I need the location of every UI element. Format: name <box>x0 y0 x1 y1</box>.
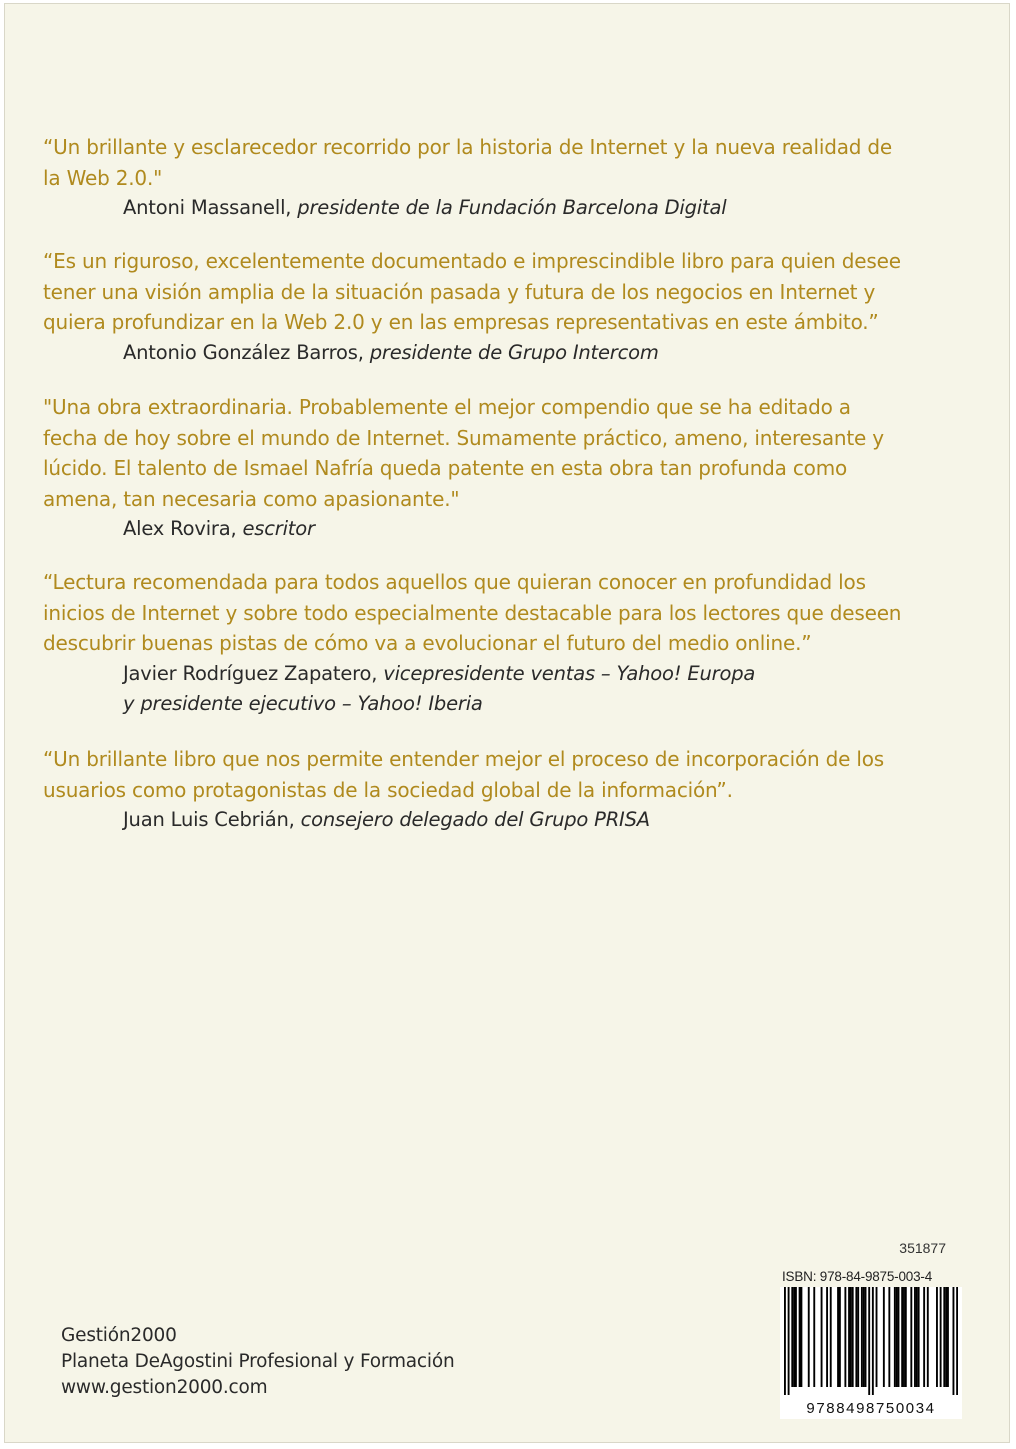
publisher-name: Planeta DeAgostini Profesional y Formación <box>61 1351 455 1372</box>
quote-attribution <box>123 193 983 223</box>
barcode-bar <box>795 1287 797 1387</box>
quote-attribution <box>123 338 983 368</box>
quote-author-role: presidente de Grupo Intercom <box>369 340 659 364</box>
barcode <box>780 1287 962 1419</box>
publisher-imprint: Gestión2000 <box>61 1325 177 1346</box>
quote-text: “Lectura recomendada para todos aquellos que quieran conocer en profundidad los inicios de Internet y sobre todo especialmente destacable para los lectores que deseen descubrir buenas pistas de cómo va a evolucionar el futuro del medio online.” <box>43 570 902 655</box>
quote-author-role-continued: y presidente ejecutivo – Yahoo! Iberia <box>123 691 483 715</box>
barcode-bar <box>844 1287 846 1387</box>
barcode-bar <box>821 1287 823 1387</box>
quote-attribution <box>123 805 983 835</box>
review-quote-2 <box>43 246 983 368</box>
barcode-bar <box>852 1287 854 1387</box>
barcode-bar <box>850 1287 852 1387</box>
barcode-bar <box>857 1287 859 1387</box>
barcode-bar <box>799 1287 801 1387</box>
barcode-bar <box>855 1287 857 1387</box>
barcode-bar <box>788 1287 790 1395</box>
barcode-bar <box>896 1287 898 1387</box>
barcode-bar <box>813 1287 815 1387</box>
barcode-bar <box>910 1287 912 1387</box>
product-code: 351877 <box>899 1240 946 1256</box>
quote-attribution <box>123 659 983 719</box>
barcode-bar <box>927 1287 929 1387</box>
quote-text: "Una obra extraordinaria. Probablemente el mejor compendio que se ha editado a fecha de hoy sobre el mundo de Internet. Sumamente práctico, ameno, interesante y lúcido. El talento de Ismael Nafría queda patente en esta obra tan profunda como amena, tan necesaria como apasionante." <box>43 395 884 511</box>
barcode-bar <box>898 1287 900 1387</box>
review-quote-4 <box>43 567 983 719</box>
barcode-bar <box>923 1287 925 1387</box>
barcode-bar <box>903 1287 905 1387</box>
barcode-bar <box>947 1287 949 1387</box>
quote-text: “Un brillante libro que nos permite entender mejor el proceso de incorporación de los usuarios como protagonistas de la sociedad global de la información”. <box>43 747 885 802</box>
barcode-bar <box>914 1287 916 1387</box>
barcode-bar <box>861 1287 863 1387</box>
review-quote-1 <box>43 132 983 223</box>
barcode-bar <box>848 1287 850 1387</box>
barcode-bar <box>883 1287 885 1387</box>
quote-attribution <box>123 514 983 544</box>
barcode-bar <box>830 1287 832 1387</box>
barcode-bar <box>888 1287 890 1387</box>
barcode-digits: 9788498750034 <box>806 1400 936 1417</box>
barcode-bar <box>784 1287 786 1395</box>
quote-text: “Es un riguroso, excelentemente documentado e imprescindible libro para quien desee tener una visión amplia de la situación pasada y futura de los negocios en Internet y quiera profundizar en la Web 2.0 y en las empresas representativas en este ámbito.” <box>43 249 901 334</box>
barcode-bar <box>865 1287 867 1387</box>
barcode-bar <box>868 1287 870 1395</box>
barcode-bar <box>918 1287 920 1387</box>
barcode-bar <box>901 1287 903 1387</box>
barcode-bars <box>784 1287 958 1395</box>
quote-author-role: consejero delegado del Grupo PRISA <box>300 808 650 831</box>
quote-author: Antoni Massanell, <box>123 196 298 219</box>
book-back-cover <box>4 3 1010 1443</box>
barcode-bar <box>839 1287 841 1387</box>
barcode-bar <box>894 1287 896 1387</box>
barcode-bar <box>943 1287 945 1387</box>
review-quote-5 <box>43 744 983 835</box>
isbn-label: ISBN: 978-84-9875-003-4 <box>782 1269 932 1284</box>
review-quote-3 <box>43 392 983 544</box>
barcode-bar <box>826 1287 828 1387</box>
quote-author-role: vicepresidente ventas – Yahoo! Europa <box>383 661 756 685</box>
quote-author: Javier Rodríguez Zapatero, <box>123 661 384 685</box>
barcode-bar <box>800 1287 802 1387</box>
barcode-bar <box>872 1287 874 1395</box>
barcode-bar <box>956 1287 958 1395</box>
barcode-bar <box>793 1287 795 1387</box>
barcode-bar <box>940 1287 942 1387</box>
barcode-bar <box>953 1287 955 1395</box>
barcode-bar <box>945 1287 947 1387</box>
barcode-bar <box>876 1287 878 1387</box>
barcode-bar <box>905 1287 907 1387</box>
barcode-bar <box>791 1287 793 1387</box>
publisher-info <box>61 1323 454 1401</box>
barcode-bar <box>936 1287 938 1387</box>
quote-text: “Un brillante y esclarecedor recorrido por la historia de Internet y la nueva realidad de la Web 2.0." <box>43 135 893 190</box>
barcode-bar <box>837 1287 839 1387</box>
barcode-bar <box>916 1287 918 1387</box>
quote-author-role: presidente de la Fundación Barcelona Digital <box>297 196 727 219</box>
publisher-website: www.gestion2000.com <box>61 1377 268 1398</box>
quote-author: Antonio González Barros, <box>123 340 370 364</box>
quote-author-role: escritor <box>242 517 315 540</box>
quote-author: Alex Rovira, <box>123 517 243 540</box>
quote-author: Juan Luis Cebrián, <box>123 808 301 831</box>
barcode-bar <box>808 1287 810 1387</box>
barcode-bar <box>863 1287 865 1387</box>
